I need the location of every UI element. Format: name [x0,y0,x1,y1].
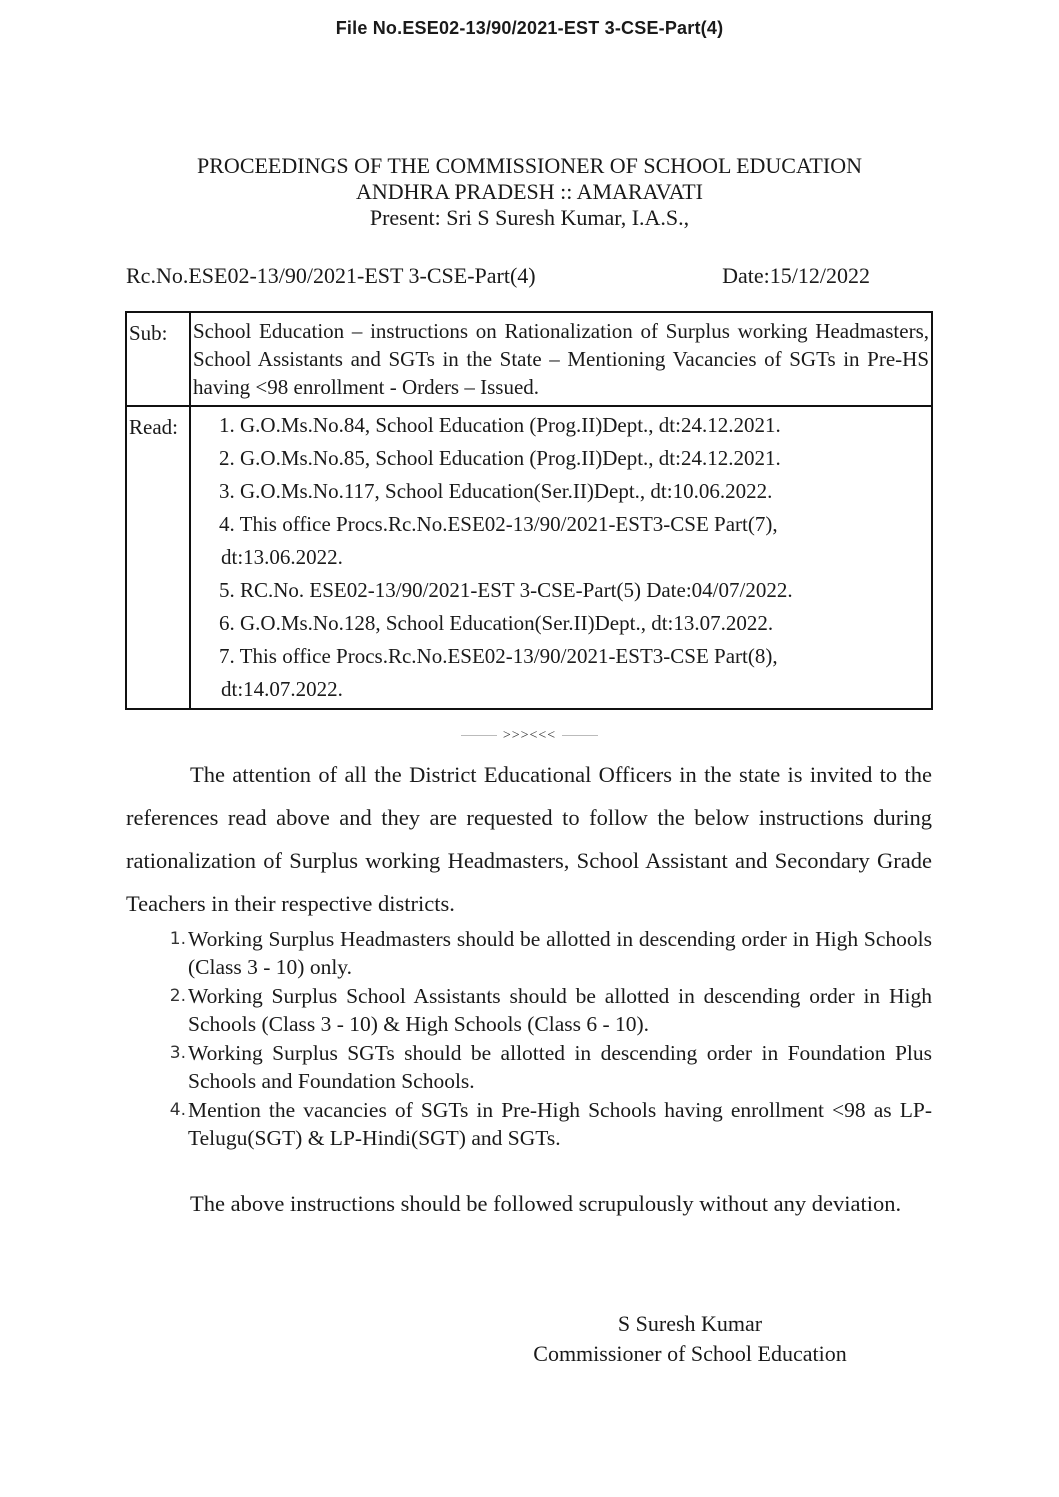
heading-line-1: PROCEEDINGS OF THE COMMISSIONER OF SCHOOL EDUCATION [197,153,862,178]
reference-line [126,263,870,289]
read-item-text: 5. RC.No. ESE02-13/90/2021-EST 3-CSE-Part(5) Date:04/07/2022. [219,578,793,602]
subject-text: School Education – instructions on Rationalization of Surplus working Headmasters, School Assistants and SGTs in the State – Mentioning Vacancies of SGTs in Pre-HS having <98 enrollment - Orders – Issued. [193,319,929,399]
read-item-6 [219,607,927,640]
read-item-text: 4. This office Procs.Rc.No.ESE02-13/90/2021-EST3-CSE Part(7), [219,512,778,536]
instruction-number: 1. [169,929,186,949]
instruction-item-3 [150,1039,932,1095]
instruction-number: 3. [169,1043,186,1063]
order-date: Date:15/12/2022 [722,263,870,288]
instruction-item-4 [150,1096,932,1152]
instruction-text: Mention the vacancies of SGTs in Pre-High Schools having enrollment <98 as LP-Telugu(SGT) & LP-Hindi(SGT) and SGTs. [188,1098,932,1150]
subject-label: Sub: [127,313,191,405]
read-item-4 [219,508,927,574]
instruction-item-2 [150,982,932,1038]
read-item-5 [219,574,927,607]
instruction-item-1 [150,925,932,981]
read-item-1 [219,409,927,442]
heading-line-2: ANDHRA PRADESH :: AMARAVATI [356,179,703,204]
rc-number: Rc.No.ESE02-13/90/2021-EST 3-CSE-Part(4) [126,263,536,288]
read-item-continuation: dt:14.07.2022. [221,677,343,701]
read-item-text: 7. This office Procs.Rc.No.ESE02-13/90/2021-EST3-CSE Part(8), [219,644,778,668]
proceedings-heading [0,153,1059,231]
read-item-7 [219,640,927,706]
separator-rule-left [461,735,497,736]
read-item-text: 1. G.O.Ms.No.84, School Education (Prog.II)Dept., dt:24.12.2021. [219,413,781,437]
instruction-number: 4. [169,1100,186,1120]
read-item-text: 6. G.O.Ms.No.128, School Education(Ser.II)Dept., dt:13.07.2022. [219,611,774,635]
signatory-name: S Suresh Kumar [617,1311,763,1336]
section-separator [0,728,1059,744]
read-label: Read: [127,407,191,708]
subject-row [127,313,931,405]
instruction-text: Working Surplus SGTs should be allotted in descending order in Foundation Plus Schools and Foundation Schools. [188,1041,932,1093]
intro-paragraph: The attention of all the District Educational Officers in the state is invited to the references read above and they are requested to follow the below instructions during rationalization of Surplus working Headmasters, School Assistant and Secondary Grade Teachers in their respective districts. [126,762,932,916]
instructions-list [150,925,932,1153]
signatory-designation: Commissioner of School Education [533,1341,847,1366]
closing-paragraph: The above instructions should be followed scrupulously without any deviation. [190,1191,902,1216]
subject-read-table [125,311,933,710]
instruction-text: Working Surplus Headmasters should be allotted in descending order in High Schools (Class 3 - 10) only. [188,927,932,979]
file-number-header: File No.ESE02-13/90/2021-EST 3-CSE-Part(4) [335,18,724,38]
read-item-2 [219,442,927,475]
read-item-text: 3. G.O.Ms.No.117, School Education(Ser.II)Dept., dt:10.06.2022. [219,479,773,503]
separator-mark: >>><<< [502,728,557,743]
read-list [191,407,931,708]
separator-rule-right [562,735,598,736]
instruction-text: Working Surplus School Assistants should be allotted in descending order in High Schools (Class 3 - 10) & High Schools (Class 6 - 10). [188,984,932,1036]
read-item-continuation: dt:13.06.2022. [221,545,343,569]
read-item-text: 2. G.O.Ms.No.85, School Education (Prog.II)Dept., dt:24.12.2021. [219,446,781,470]
read-row [127,405,931,708]
instruction-number: 2. [169,986,186,1006]
read-item-3 [219,475,927,508]
signature-block [480,1309,900,1369]
heading-line-3: Present: Sri S Suresh Kumar, I.A.S., [369,205,690,230]
